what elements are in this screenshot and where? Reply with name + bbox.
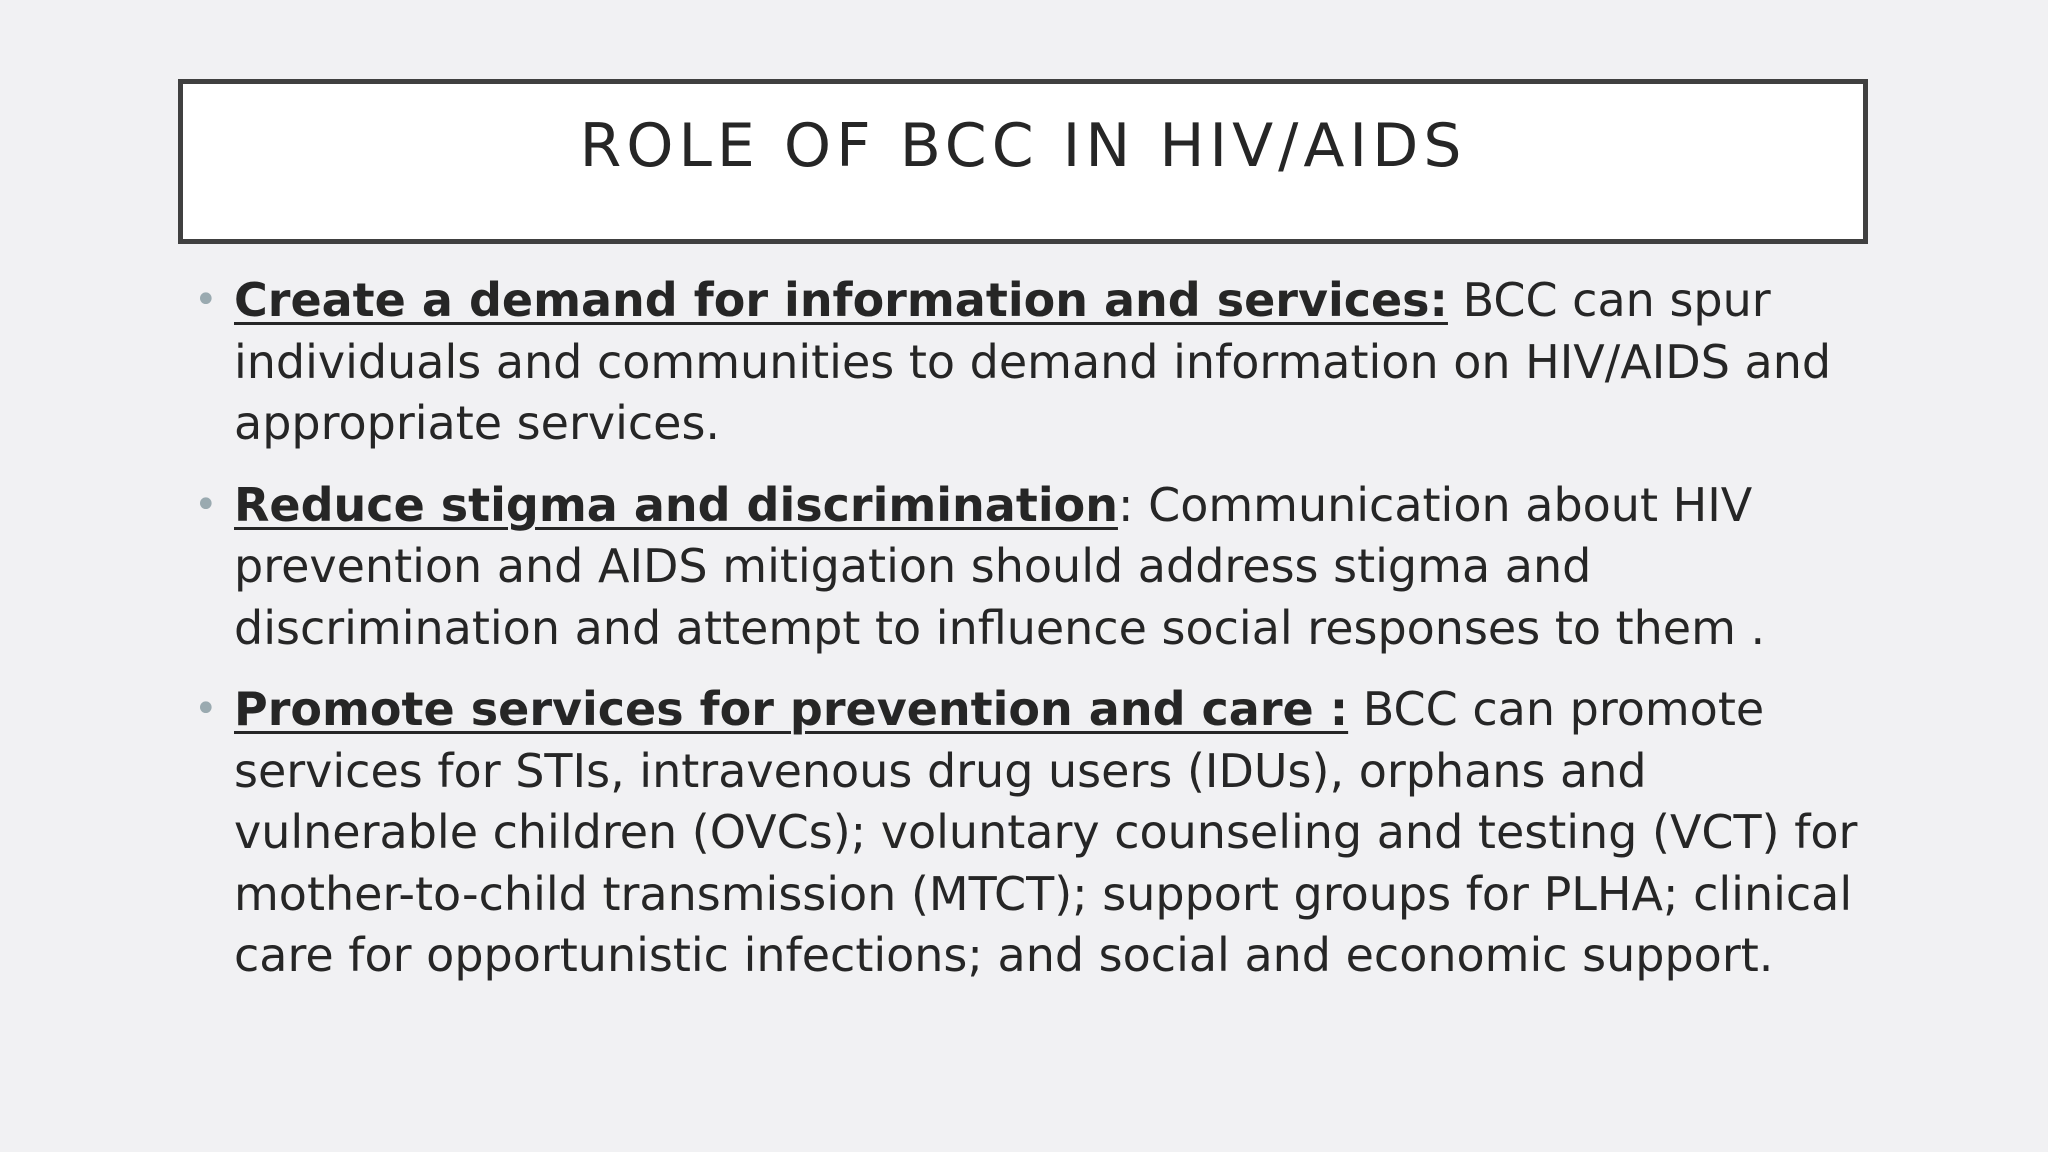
bullet-item <box>190 679 1890 987</box>
bullet-dot-icon: • <box>194 686 218 732</box>
slide-title: ROLE OF BCC IN HIV/AIDS <box>579 111 1467 181</box>
bullet-text: BCC can promote services for STIs, intravenous drug users (IDUs), orphans and vulnerable children (OVCs); voluntary counseling and testing (VCT) for mother-to-child transmission (MTCT); support groups for PLHA; clinical care for opportunistic infections; and social and economic support. <box>234 682 1858 982</box>
bullet-lead: Promote services for prevention and care : <box>234 682 1349 736</box>
bullet-lead: Reduce stigma and discrimination <box>234 477 1118 532</box>
bullet-dot-icon: • <box>194 277 218 323</box>
bullet-text: : Communication about HIV prevention and AIDS mitigation should address stigma and discrimination and attempt to influence social responses to them . <box>234 477 1766 655</box>
bullet-list <box>190 270 1890 1007</box>
bullet-lead: Create a demand for information and services: <box>234 273 1448 327</box>
bullet-item <box>190 475 1890 660</box>
bullet-text: BCC can spur individuals and communities to demand information on HIV/AIDS and appropriate services. <box>234 273 1832 450</box>
bullet-dot-icon: • <box>194 481 218 528</box>
title-box <box>178 79 1868 244</box>
bullet-item <box>190 270 1890 455</box>
